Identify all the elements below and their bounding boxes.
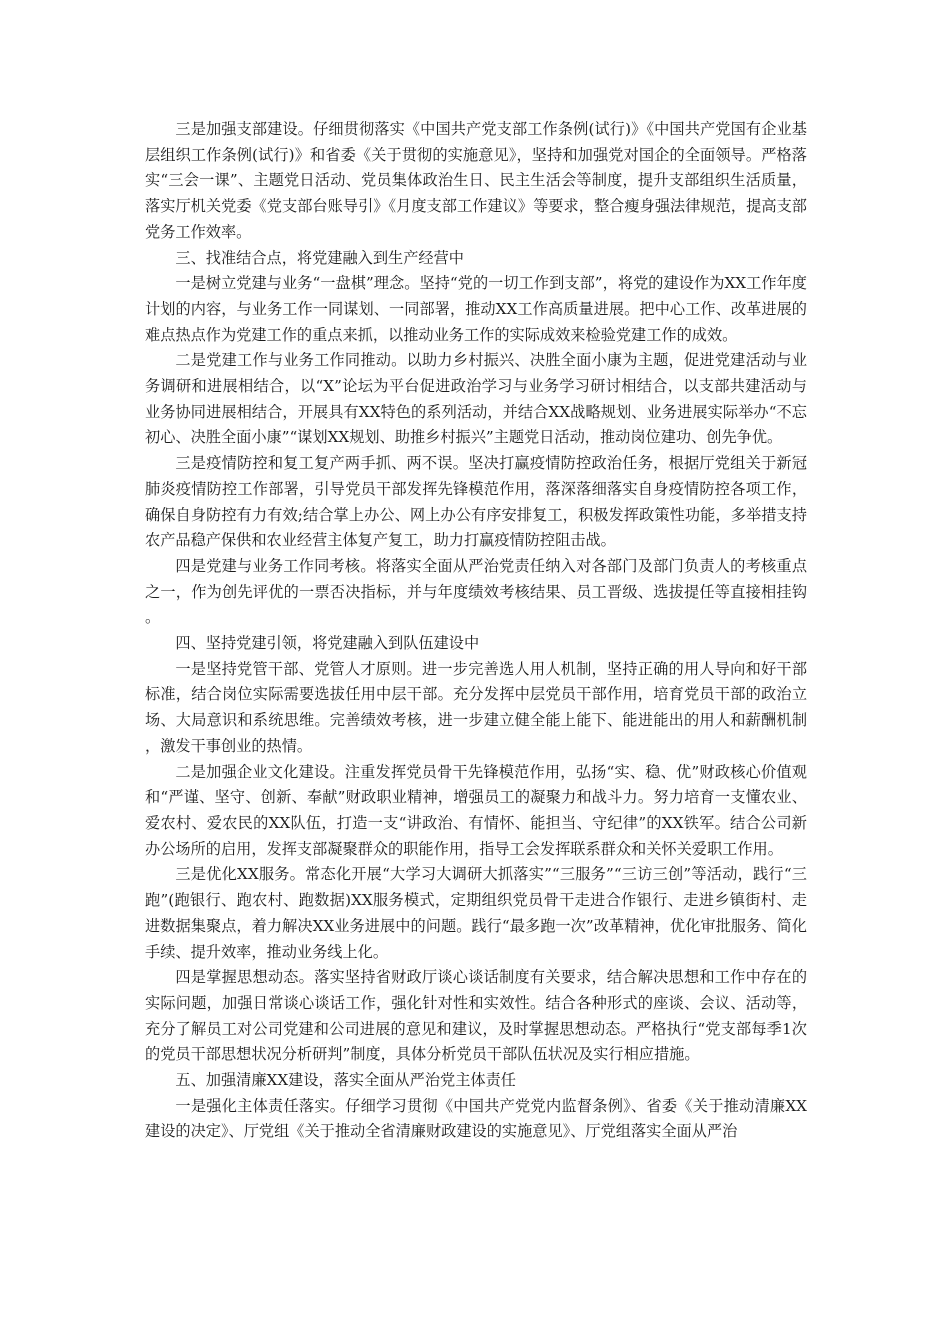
paragraph-main-responsibility: 一是强化主体责任落实。仔细学习贯彻《中国共产党党内监督条例》、省委《关于推动清廉XX建设的决定》、厅党组《关于推动全省清廉财政建设的实施意见》、厅党组落实全面从严治 [145,1096,807,1141]
section-heading-3: 三、找准结合点，将党建融入到生产经营中 [175,248,464,267]
paragraph-cadre-management: 一是坚持党管干部、党管人才原则。进一步完善选人用人机制，坚持正确的用人导向和好干部标准，结合岗位实际需要选拔任用中层干部。充分发挥中层党员干部作用，培育党员干部的政治立场、大局意识和系统思维。完善绩效考核，进一步建立健全能上能下、能进能出的用人和薪酬机制，激发干事创业的热情。 [145,659,807,755]
paragraph-one-chessboard: 一是树立党建与业务“一盘棋”理念。坚持“党的一切工作到支部”，将党的建设作为XX工作年度计划的内容，与业务工作一同谋划、一同部署，推动XX工作高质量进展。把中心工作、改革进展的难点热点作为党建工作的重点来抓，以推动业务工作的实际成效来检验党建工作的成效。 [145,274,807,344]
paragraph-corporate-culture: 二是加强企业文化建设。注重发挥党员骨干先锋模范作用，弘扬“实、稳、优”财政核心价值观和“严谨、坚守、创新、奉献”财政职业精神，增强员工的凝聚力和战斗力。努力培育一支懂农业、爱农村、爱农民的XX队伍，打造一支“讲政治、有情怀、能担当、守纪律”的XX铁军。结合公司新办公场所的启用，发挥支部凝聚群众的职能作用，指导工会发挥联系群众和关怀关爱职工作用。 [145,762,807,858]
paragraph-ideological-trends: 四是掌握思想动态。落实坚持省财政厅谈心谈话制度有关要求，结合解决思想和工作中存在的实际问题，加强日常谈心谈话工作，强化针对性和实效性。结合各种形式的座谈、会议、活动等，充分了解员工对公司党建和公司进展的意见和建议，及时掌握思想动态。严格执行“党支部每季1次的党员干部思想状况分析研判”制度，具体分析党员干部队伍状况及实行相应措施。 [145,968,807,1064]
paragraph-service-optimization: 三是优化XX服务。常态化开展“大学习大调研大抓落实”“三服务”“三访三创”等活动，践行“三跑”(跑银行、跑农村、跑数据)XX服务模式，定期组织党员骨干走进合作银行、走进乡镇街村、走进数据集聚点，着力解决XX业务进展中的问题。践行“最多跑一次”改革精神，优化审批服务、简化手续、提升效率，推动业务线上化。 [145,865,807,961]
section-heading-5: 五、加强清廉XX建设，落实全面从严治党主体责任 [175,1071,516,1090]
paragraph-branch-building: 三是加强支部建设。仔细贯彻落实《中国共产党支部工作条例(试行)》《中国共产党国有企业基层组织工作条例(试行)》和省委《关于贯彻的实施意见》，坚持和加强党对国企的全面领导。严格落实“三会一课”、主题党日活动、党员集体政治生日、民主生活会等制度，提升支部组织生活质量，落实厅机关党委《党支部台账导引》《月度支部工作建议》等要求，整合瘦身强法律规范，提高支部党务工作效率。 [145,120,807,241]
paragraph-epidemic-control: 三是疫情防控和复工复产两手抓、两不误。坚决打赢疫情防控政治任务，根据厅党组关于新冠肺炎疫情防控工作部署，引导党员干部发挥先锋模范作用，落深落细落实自身疫情防控各项工作，确保自身防控有力有效;结合掌上办公、网上办公有序安排复工，积极发挥政策性功能，多举措支持农产品稳产保供和农业经营主体复产复工，助力打赢疫情防控阻击战。 [145,454,807,550]
document-body [145,117,807,1145]
paragraph-joint-assessment: 四是党建与业务工作同考核。将落实全面从严治党责任纳入对各部门及部门负责人的考核重点之一，作为创先评优的一票否决指标，并与年度绩效考核结果、员工晋级、选拔提任等直接相挂钩。 [145,556,807,627]
section-heading-4: 四、坚持党建引领，将党建融入到队伍建设中 [175,634,480,653]
paragraph-joint-promotion: 二是党建工作与业务工作同推动。以助力乡村振兴、决胜全面小康为主题，促进党建活动与业务调研和进展相结合，以“X”论坛为平台促进政治学习与业务学习研讨相结合，以支部共建活动与业务协同进展相结合，开展具有XX特色的系列活动，并结合XX战略规划、业务进展实际举办“不忘初心、决胜全面小康”“谋划XX规划、助推乡村振兴”主题党日活动，推动岗位建功、创先争优。 [145,351,807,447]
